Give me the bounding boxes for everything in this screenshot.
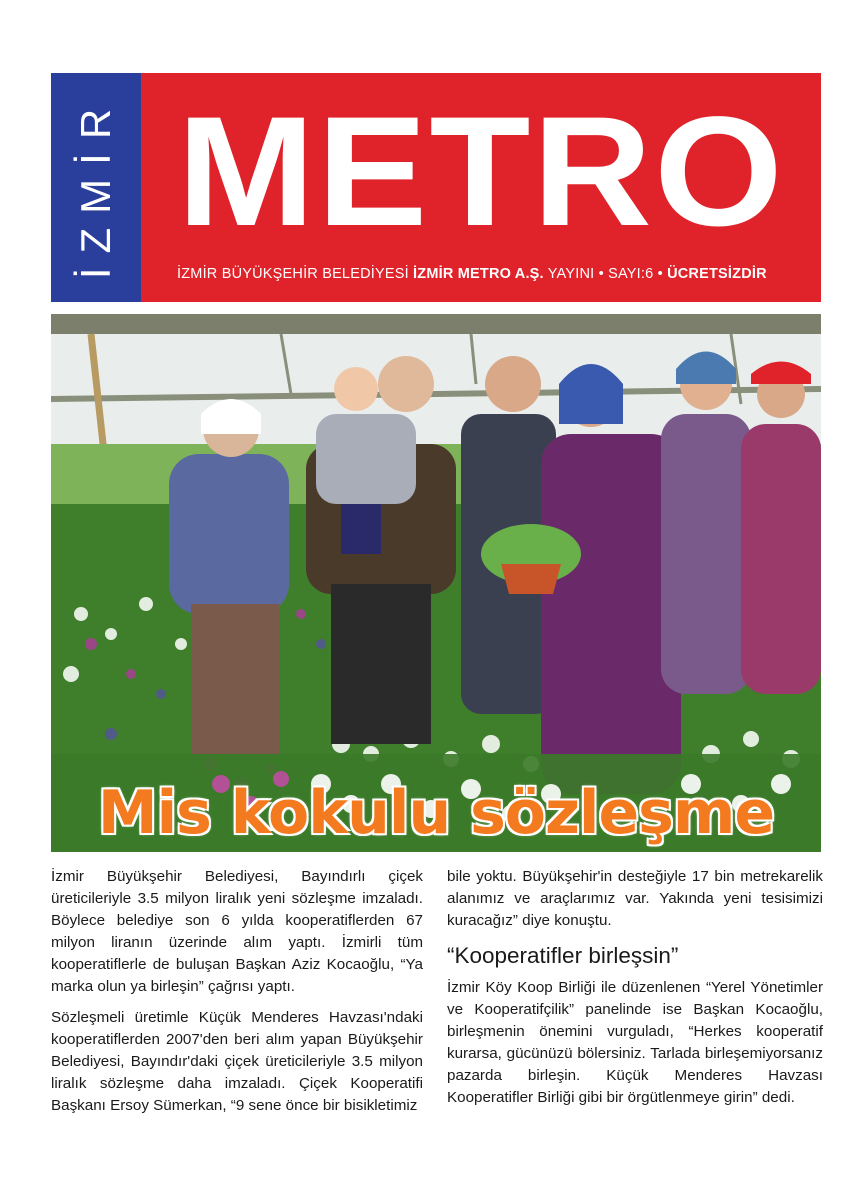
- subtitle-part1: İZMİR BÜYÜKŞEHİR BELEDİYESİ: [177, 266, 414, 282]
- masthead: [51, 73, 821, 302]
- subtitle-bold2: ÜCRETSİZDİR: [667, 266, 767, 282]
- headline: Mis kokulu sözleşme: [97, 778, 775, 848]
- article-right-column: [447, 866, 823, 1118]
- article-paragraph: Sözleşmeli üretimle Küçük Menderes Havzası'ndaki kooperatiflerden 2007'den beri alım yapan Büyükşehir Belediyesi, Bayındır'daki çiçek üreticileriyle 3.5 milyon liralık sözleşme daha imzaladı. Çiçek Kooperatifi Başkanı Ersoy Sümerkan, “9 sene önce bir bisikletimiz: [51, 1009, 423, 1114]
- subtitle-part2: YAYINI • SAYI:6 •: [543, 266, 668, 282]
- article-paragraph: bile yoktu. Büyükşehir'in desteğiyle 17 bin metrekarelik alanımız ve araçlarımız var. Yakında yeni tesisimizi kuracağız” diye konuştu.: [447, 868, 823, 929]
- masthead-title: METRO: [177, 85, 785, 259]
- subtitle-bold1: İZMİR METRO A.Ş.: [413, 266, 544, 282]
- masthead-subtitle: [177, 266, 767, 282]
- masthead-title-band: [141, 73, 821, 302]
- article-paragraph: İzmir Büyükşehir Belediyesi, Bayındırlı çiçek üreticileriyle 3.5 milyon liralık yeni sözleşme imzaladı. Böylece belediye son 6 yılda kooperatiflerden 67 milyon liranın üzerinde alım yaptı. İzmirli tüm kooperatiflerle de buluşan Başkan Aziz Kocaoğlu, “Ya marka olun ya birleşin” çağrısı yaptı.: [51, 868, 423, 995]
- article-paragraph: İzmir Köy Koop Birliği ile düzenlenen “Yerel Yönetimler ve Kooperatifçilik” panelinde ise Başkan Kocaoğlu, birleşmenin önemini vurguladı, “Herkes kooperatif kurarsa, gücünüzü bölersiniz. Tarlada birleşemiyorsanız pazarda birleşin. Küçük Menderes Havzası Kooperatifler Birliği gibi bir örgütlenmeye girin” dedi.: [447, 979, 823, 1106]
- masthead-city: İZMİR: [72, 94, 119, 280]
- article-subhead: “Kooperatifler birleşsin”: [447, 943, 679, 968]
- greenhouse-photo-icon: [51, 314, 821, 852]
- greenhouse-photo: [51, 314, 821, 852]
- article-left-column: [51, 866, 423, 1126]
